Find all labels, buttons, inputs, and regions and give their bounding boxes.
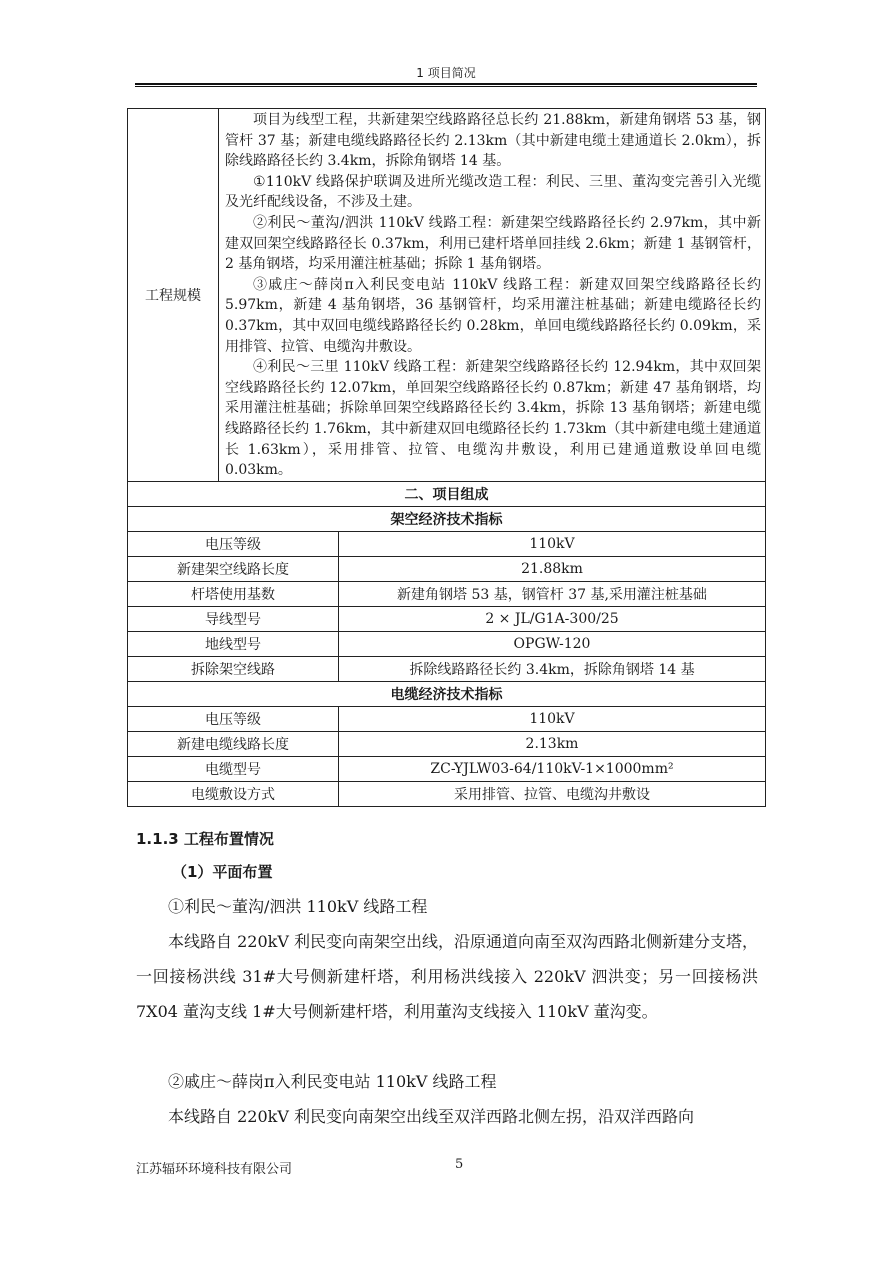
row-label: 杆塔使用基数 xyxy=(128,581,339,606)
table-row xyxy=(128,706,766,731)
row-value: ZC-YJLW03-64/110kV-1×1000mm² xyxy=(339,756,766,781)
header-rule-thin xyxy=(135,86,757,87)
row-label: 电压等级 xyxy=(128,706,339,731)
row-value: 2 × JL/G1A-300/25 xyxy=(339,606,766,631)
row-value: 拆除线路路径长约 3.4km，拆除角钢塔 14 基 xyxy=(339,656,766,681)
table-row xyxy=(128,631,766,656)
row-value: 新建角钢塔 53 基，钢管杆 37 基,采用灌注桩基础 xyxy=(339,581,766,606)
row-label: 电缆型号 xyxy=(128,756,339,781)
table-row xyxy=(128,731,766,756)
row-label: 新建电缆线路长度 xyxy=(128,731,339,756)
subsection-title-text: ①利民～董沟/泗洪 110kV 线路工程 xyxy=(168,897,428,916)
row-label: 电缆敷设方式 xyxy=(128,781,339,806)
row-label: 导线型号 xyxy=(128,606,339,631)
scale-paragraph: 项目为线型工程，共新建架空线路路径总长约 21.88km，新建角钢塔 53 基，钢管杆 37 基；新建电缆线路路径长约 2.13km（其中新建电缆土建通道长 2.0km），拆除线路路径长约 3.4km，拆除角钢塔 14 基。 xyxy=(225,112,761,170)
page-number: 5 xyxy=(455,1157,464,1172)
table-row xyxy=(128,656,766,681)
table-row xyxy=(128,606,766,631)
body-paragraph-text: 本线路自 220kV 利民变向南架空出线，沿原通道向南至双沟西路北侧新建分支塔，一回接杨洪线 31#大号侧新建杆塔，利用杨洪线接入 220kV 泗洪变；另一回接杨洪 7X04 董沟支线 1#大号侧新建杆塔，利用董沟支线接入 110kV 董沟变。 xyxy=(136,932,758,1021)
scale-paragraph: ①110kV 线路保护联调及进所光缆改造工程：利民、三里、董沟变完善引入光缆及光纤配线设备，不涉及土建。 xyxy=(225,173,761,211)
table-row xyxy=(128,756,766,781)
section-subheading: （1）平面布置 xyxy=(172,863,273,881)
project-table xyxy=(127,108,766,807)
scale-paragraph: ③戚庄～薛岗π入利民变电站 110kV 线路工程：新建双回架空线路路径长约 5.97km，新建 4 基角钢塔，36 基钢管杆，均采用灌注桩基础；新建电缆路径长约 0.37km，其中双回电缆线路路径长约 0.28km，单回电缆线路路径长约 0.09km，采用排管、拉管、电缆沟井敷设。 xyxy=(225,276,761,355)
page-header: 1 项目简况 xyxy=(416,66,476,80)
header-rule xyxy=(135,83,757,85)
body-paragraph-text: 本线路自 220kV 利民变向南架空出线至双洋西路北侧左拐，沿双洋西路向 xyxy=(168,1107,694,1126)
row-value: 采用排管、拉管、电缆沟井敷设 xyxy=(339,781,766,806)
row-label: 拆除架空线路 xyxy=(128,656,339,681)
row-label: 地线型号 xyxy=(128,631,339,656)
table-row xyxy=(128,531,766,556)
row-value: 110kV xyxy=(339,531,766,556)
table-row xyxy=(128,556,766,581)
body-paragraph xyxy=(136,924,758,1029)
scale-label-cell: 工程规模 xyxy=(128,109,219,482)
row-value: 2.13km xyxy=(339,731,766,756)
table-row xyxy=(128,781,766,806)
row-value: 21.88km xyxy=(339,556,766,581)
row-label: 电压等级 xyxy=(128,531,339,556)
subsection-title-text: ②戚庄～薛岗π入利民变电站 110kV 线路工程 xyxy=(168,1072,497,1091)
subsection-title xyxy=(136,889,758,924)
section-heading: 1.1.3 工程布置情况 xyxy=(136,830,274,848)
row-value: 110kV xyxy=(339,706,766,731)
scale-paragraph: ④利民～三里 110kV 线路工程：新建架空线路路径长约 12.94km，其中双回架空线路路径长约 12.07km，单回架空线路路径长约 0.87km；新建 47 基角钢塔，均采用灌注桩基础；拆除单回架空线路路径长约 3.4km，拆除 13 基角钢塔；新建电缆线路路径长约 1.76km，其中新建双回电缆路径长约 1.73km（其中新建电缆土建通道长 1.63km），采用排管、拉管、电缆沟井敷设，利用已建通道敷设单回电缆 0.03km。 xyxy=(225,359,761,479)
scale-text-cell xyxy=(219,109,766,482)
cable-title: 电缆经济技术指标 xyxy=(128,681,766,706)
row-label: 新建架空线路长度 xyxy=(128,556,339,581)
overhead-title: 架空经济技术指标 xyxy=(128,506,766,531)
scale-paragraph: ②利民～董沟/泗洪 110kV 线路工程：新建架空线路路径长约 2.97km，其中新建双回架空线路路径长 0.37km，利用已建杆塔单回挂线 2.6km；新建 1 基钢管杆，2 基角钢塔，均采用灌注桩基础；拆除 1 基角钢塔。 xyxy=(225,214,761,273)
composition-title: 二、项目组成 xyxy=(128,481,766,506)
table-row xyxy=(128,581,766,606)
subsection-title xyxy=(136,1064,758,1099)
row-value: OPGW-120 xyxy=(339,631,766,656)
body-paragraph xyxy=(136,1099,758,1134)
footer-company: 江苏辐环环境科技有限公司 xyxy=(136,1162,293,1177)
